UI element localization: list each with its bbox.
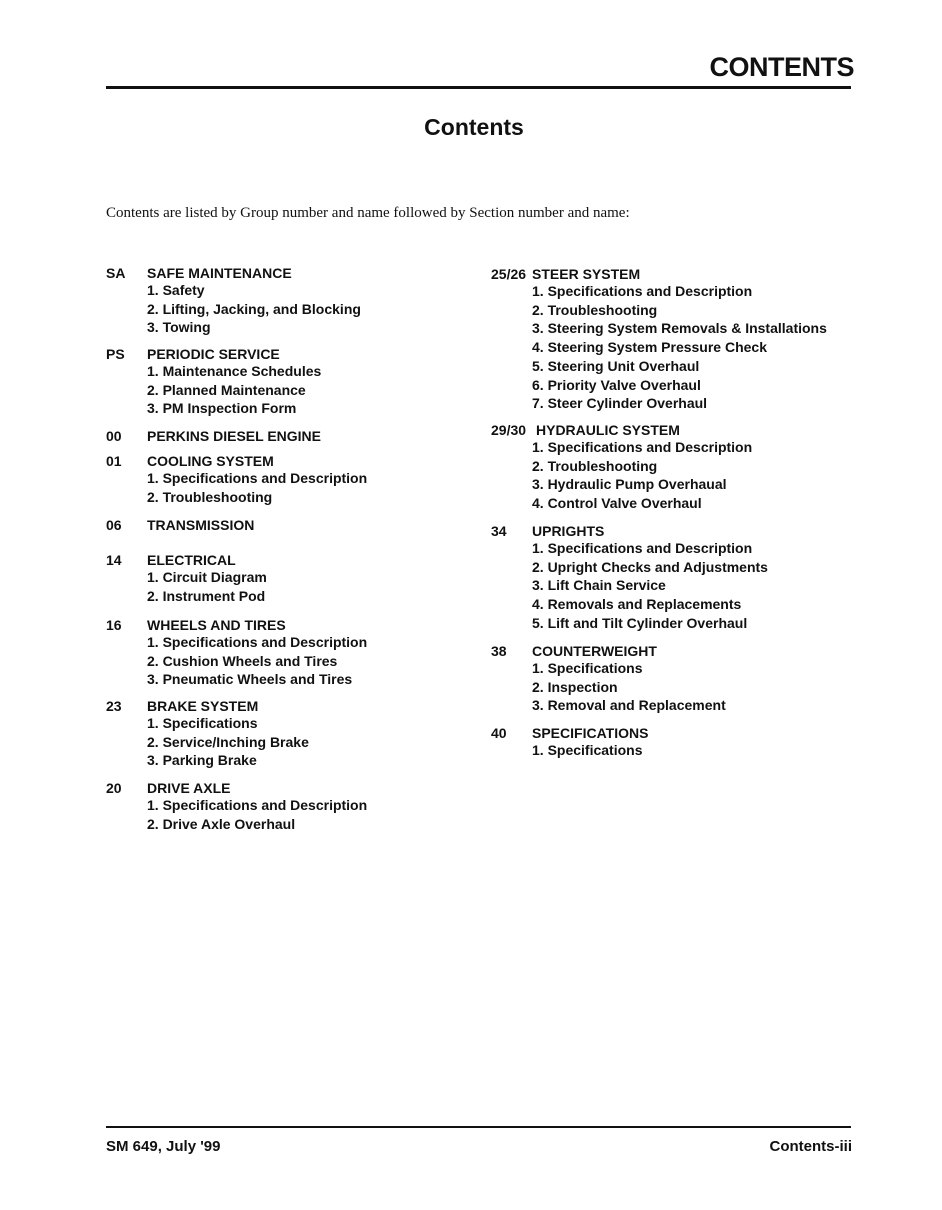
section-item: 2. Planned Maintenance: [147, 381, 306, 398]
section-item: 1. Specifications and Description: [532, 439, 753, 455]
group-name: UPRIGHTS: [532, 523, 605, 539]
group-number: 20: [106, 780, 122, 796]
page-title: Contents: [424, 114, 524, 140]
section-item: 2. Service/Inching Brake: [147, 733, 309, 750]
group-name: ELECTRICAL: [147, 552, 236, 568]
intro-text: Contents are listed by Group number and name followed by Section number and name:: [106, 205, 630, 221]
section-item: 1. Maintenance Schedules: [147, 363, 322, 379]
section-item: 4. Control Valve Overhaul: [532, 495, 702, 512]
group-name: WHEELS AND TIRES: [147, 617, 286, 633]
footer-manual-id: SM 649, July '99: [106, 1138, 221, 1155]
group-number: 23: [106, 698, 122, 714]
section-item: 2. Upright Checks and Adjustments: [532, 558, 768, 575]
section-item: 3. PM Inspection Form: [147, 400, 297, 417]
group-name: TRANSMISSION: [147, 517, 255, 533]
section-item: 4. Removals and Replacements: [532, 596, 742, 613]
section-item: 1. Specifications and Description: [532, 540, 753, 556]
group-name: SAFE MAINTENANCE: [147, 265, 292, 281]
section-item: 2. Inspection: [532, 678, 618, 695]
header-rule: [106, 86, 851, 89]
group-number: PS: [106, 346, 125, 362]
group-name: DRIVE AXLE: [147, 780, 231, 796]
group-number: 16: [106, 617, 122, 633]
section-item: 2. Cushion Wheels and Tires: [147, 652, 338, 669]
group-number: 00: [106, 428, 122, 444]
section-item: 1. Circuit Diagram: [147, 569, 267, 585]
section-item: 7. Steer Cylinder Overhaul: [532, 395, 708, 412]
group-name: STEER SYSTEM: [532, 266, 641, 282]
section-item: 1. Specifications and Description: [147, 634, 368, 650]
section-item: 2. Drive Axle Overhaul: [147, 815, 296, 832]
section-item: 1. Specifications: [532, 660, 643, 676]
footer-page-number: Contents-iii: [769, 1138, 852, 1155]
section-item: 2. Troubleshooting: [532, 457, 658, 474]
section-item: 3. Removal and Replacement: [532, 697, 726, 714]
section-item: 4. Steering System Pressure Check: [532, 339, 768, 356]
section-item: 3. Towing: [147, 319, 211, 336]
group-name: BRAKE SYSTEM: [147, 698, 259, 714]
footer-rule: [106, 1126, 851, 1128]
section-item: 5. Lift and Tilt Cylinder Overhaul: [532, 614, 748, 631]
section-item: 5. Steering Unit Overhaul: [532, 357, 700, 374]
section-item: 1. Specifications and Description: [532, 283, 753, 299]
group-name: PERIODIC SERVICE: [147, 346, 280, 362]
section-item: 1. Specifications: [532, 742, 643, 758]
group-number: 40: [491, 725, 507, 741]
group-name: PERKINS DIESEL ENGINE: [147, 428, 322, 444]
section-item: 3. Parking Brake: [147, 752, 257, 769]
group-name: COUNTERWEIGHT: [532, 643, 657, 659]
section-item: 2. Troubleshooting: [147, 488, 273, 505]
section-item: 1. Specifications: [147, 715, 258, 731]
section-item: 3. Lift Chain Service: [532, 577, 666, 594]
section-item: 1. Specifications and Description: [147, 470, 368, 486]
group-number: SA: [106, 265, 126, 281]
section-item: 3. Pneumatic Wheels and Tires: [147, 671, 353, 688]
section-item: 2. Instrument Pod: [147, 587, 266, 604]
group-number: 01: [106, 453, 122, 469]
group-number: 14: [106, 552, 122, 568]
group-name: COOLING SYSTEM: [147, 453, 274, 469]
group-number: 25/26: [491, 266, 527, 282]
group-name: SPECIFICATIONS: [532, 725, 649, 741]
group-name: HYDRAULIC SYSTEM: [536, 422, 680, 438]
group-number: 06: [106, 517, 122, 533]
group-number: 38: [491, 643, 507, 659]
section-item: 6. Priority Valve Overhaul: [532, 376, 701, 393]
section-item: 2. Lifting, Jacking, and Blocking: [147, 300, 361, 317]
section-item: 3. Hydraulic Pump Overhaual: [532, 476, 727, 493]
group-number: 29/30: [491, 422, 527, 438]
section-item: 1. Safety: [147, 282, 205, 298]
section-item: 2. Troubleshooting: [532, 301, 658, 318]
section-item: 3. Steering System Removals & Installations: [532, 320, 827, 337]
section-item: 1. Specifications and Description: [147, 797, 368, 813]
header-title: CONTENTS: [709, 52, 854, 82]
group-number: 34: [491, 523, 507, 539]
